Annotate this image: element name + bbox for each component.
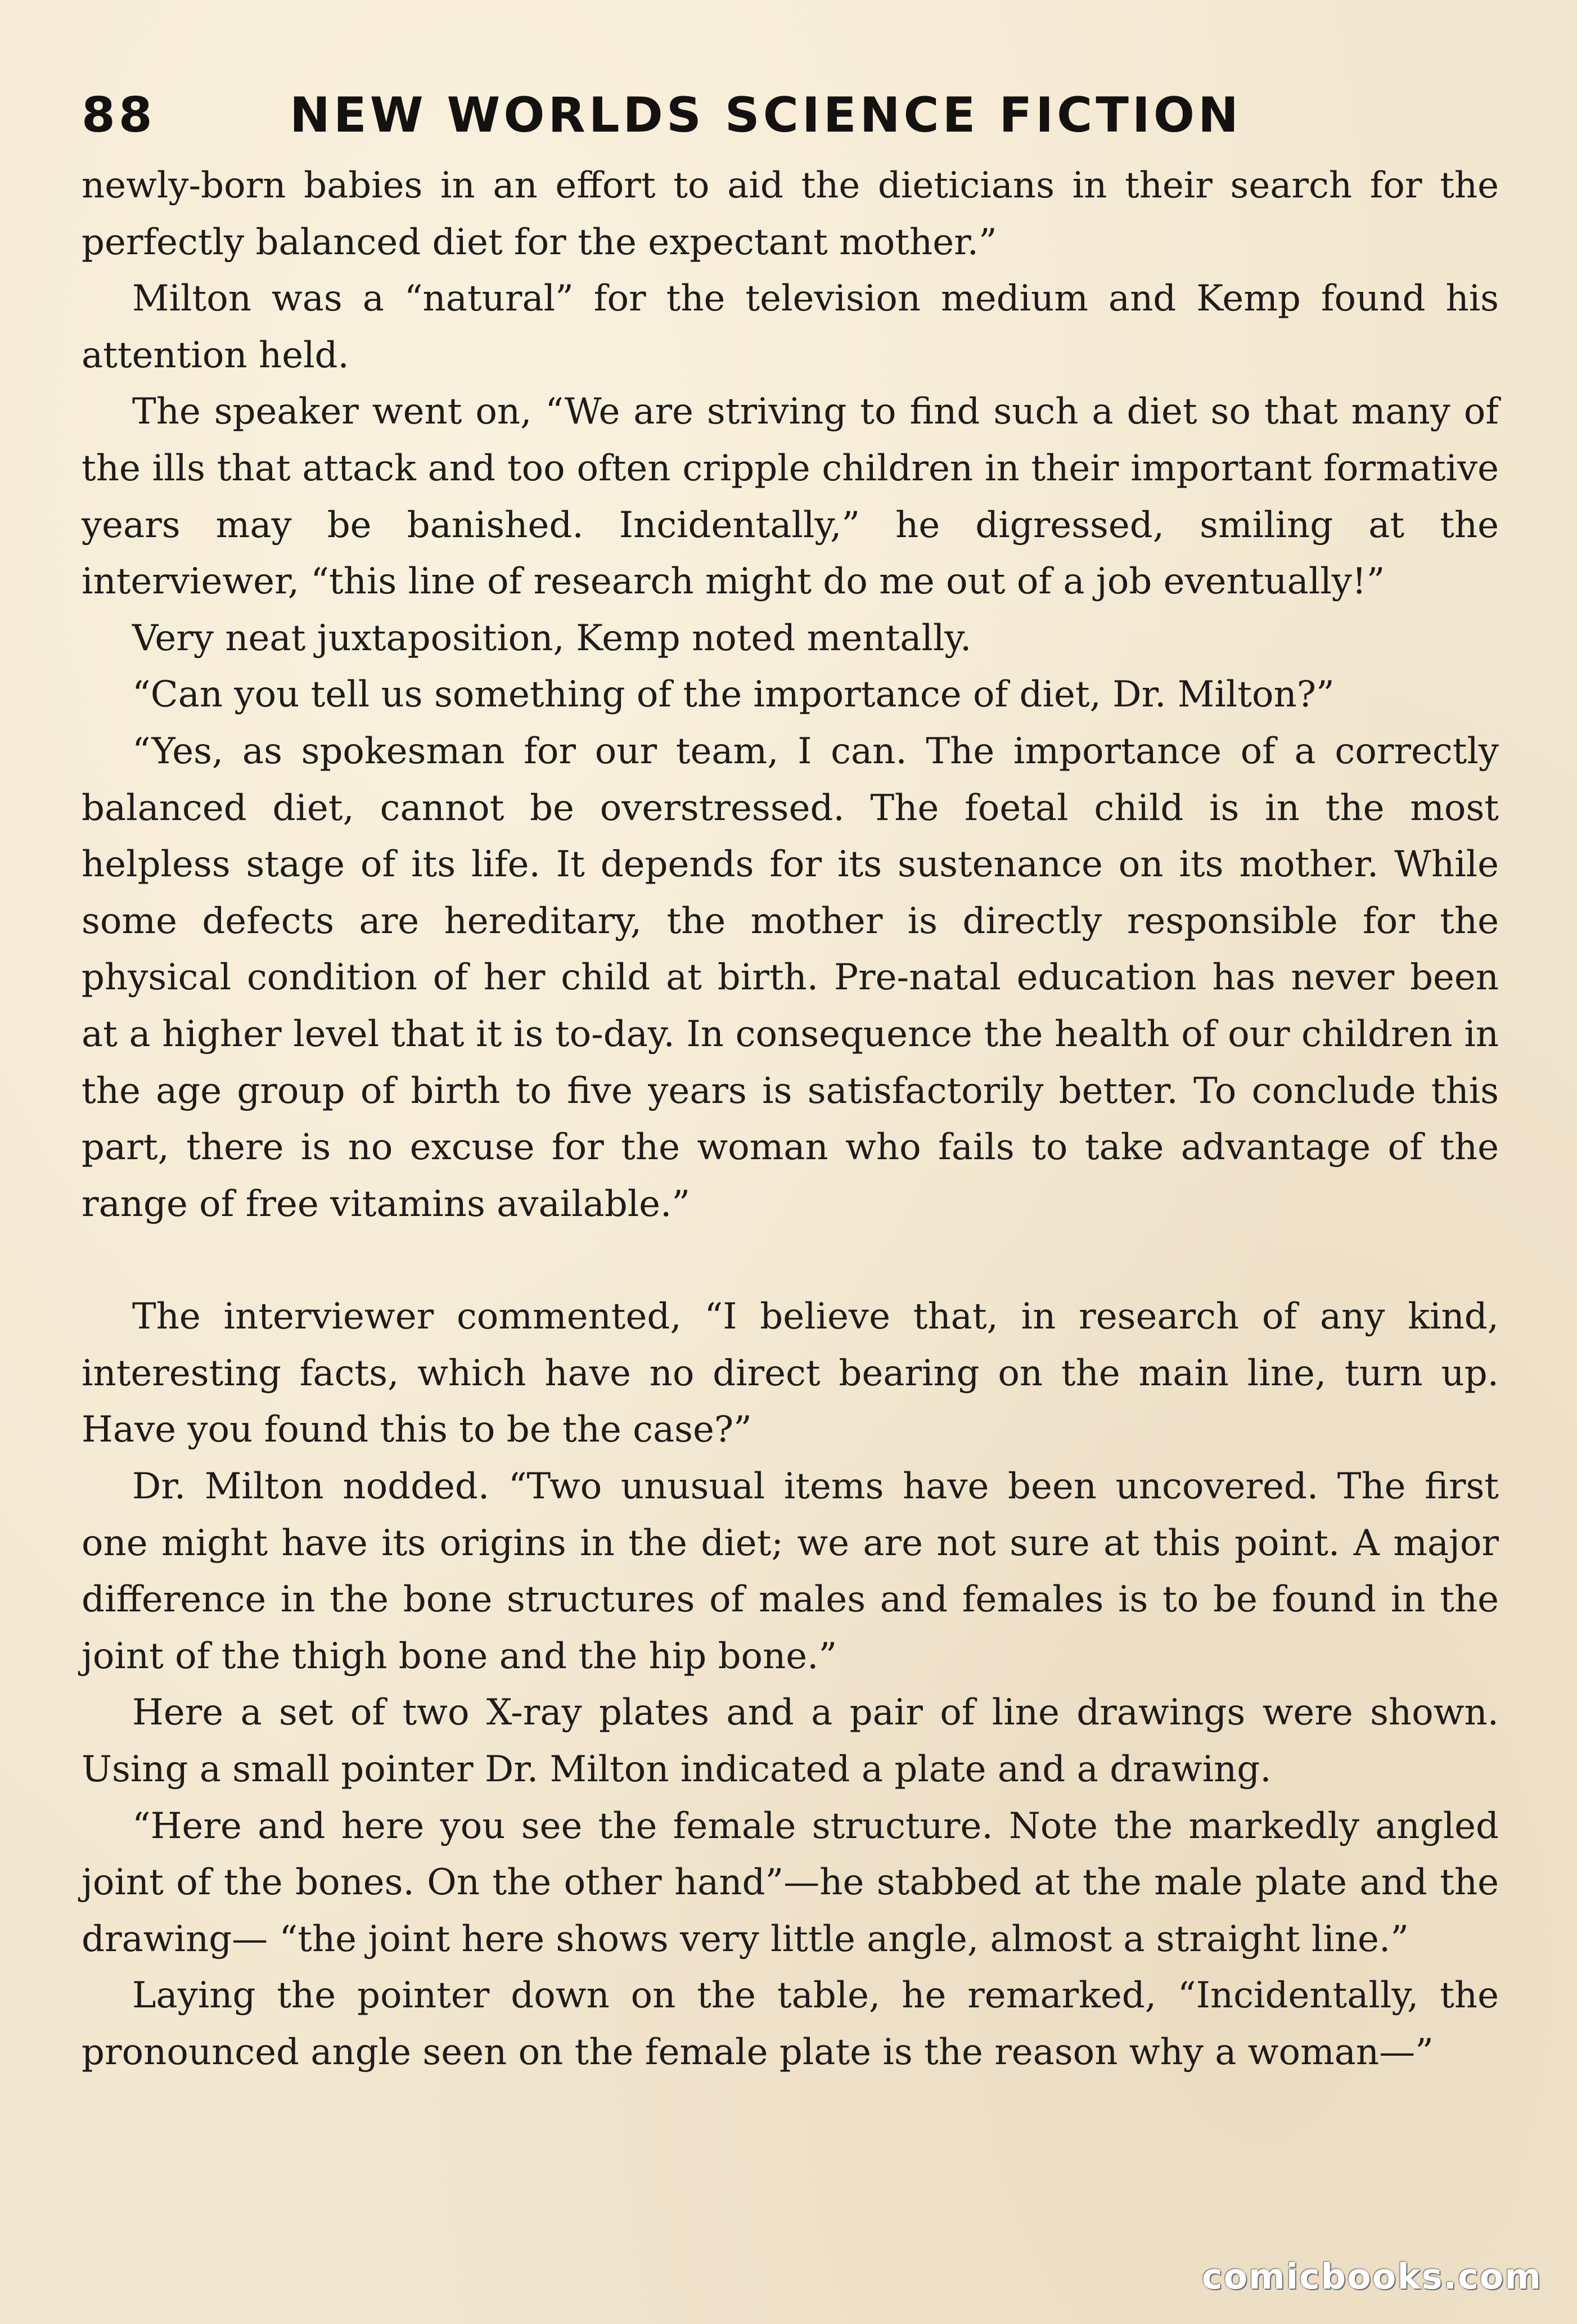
book-page [82,84,1499,2278]
body-text [82,157,1499,2081]
paragraph: newly-born babies in an effort to aid the dieticians in their search for the perfectly balanced diet for the expectant mother.” [82,165,1499,263]
paragraph: “Here and here you see the female structure. Note the markedly angled joint of the bones. On the other hand”—he stabbed at the male plate and the drawing— “the joint here shows very little angle, almost a straight line.” [82,1805,1499,1960]
paragraph: Laying the pointer down on the table, he remarked, “Incidentally, the pronounced angle seen on the female plate is the reason why a woman—” [82,1975,1499,2073]
watermark: comicbooks.com [1201,2256,1542,2297]
page-number: 88 [82,87,156,143]
paragraph: “Yes, as spokesman for our team, I can. The importance of a correctly balanced diet, cannot be overstressed. The foetal child is in the most helpless stage of its life. It depends for its sustenance on its mother. While some defects are hereditary, the mother is directly responsible for the physical condition of her child at birth. Pre-natal education has never been at a higher level that it is to-day. In consequence the health of our children in the age group of birth to five years is satisfactorily better. To conclude this part, there is no excuse for the woman who fails to take advantage of the range of free vitamins available.” [82,730,1499,1225]
paragraph: Milton was a “natural” for the television medium and Kemp found his attention held. [82,278,1499,376]
running-title: NEW WORLDS SCIENCE FICTION [290,87,1242,143]
paragraph: The interviewer commented, “I believe that, in research of any kind, interesting facts, which have no direct bearing on the main line, turn up. Have you found this to be the case?” [82,1296,1499,1451]
running-head [82,84,1499,157]
paragraph: Here a set of two X-ray plates and a pair of line drawings were shown. Using a small pointer Dr. Milton indicated a plate and a drawing. [82,1692,1499,1791]
paragraph: Dr. Milton nodded. “Two unusual items have been uncovered. The first one might have its origins in the diet; we are not sure at this point. A major difference in the bone structures of males and females is to be found in the joint of the thigh bone and the hip bone.” [82,1466,1499,1677]
paragraph: The speaker went on, “We are striving to find such a diet so that many of the ills that attack and too often cripple children in their important formative years may be banished. Incidentally,” he digressed, smiling at the interviewer, “this line of research might do me out of a job eventually!” [82,391,1499,603]
paragraph: “Can you tell us something of the importance of diet, Dr. Milton?” [132,674,1335,716]
paragraph: Very neat juxtaposition, Kemp noted mentally. [132,617,972,659]
